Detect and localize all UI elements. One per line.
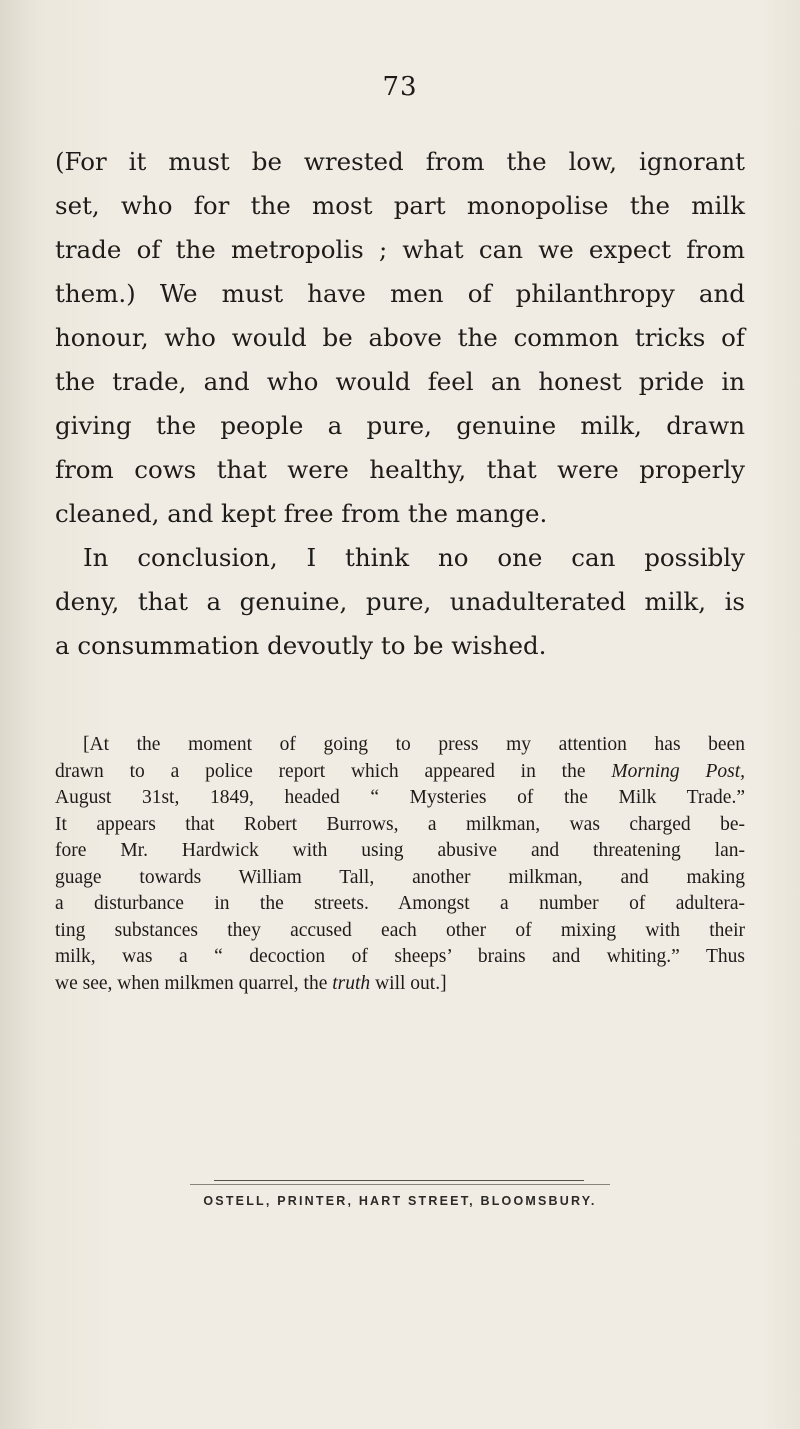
- printer-imprint: OSTELL, PRINTER, HART STREET, BLOOMSBURY.: [203, 1194, 597, 1208]
- main-line: them.) We must have men of philanthropy and: [55, 279, 745, 308]
- note-line: ting substances they accused each other of mixing with their: [55, 919, 745, 941]
- imprint-rule-thin: [190, 1184, 610, 1185]
- main-line: In conclusion, I think no one can possibly: [83, 543, 745, 572]
- main-line: from cows that were healthy, that were properly: [55, 455, 745, 484]
- note-line: [At the moment of going to press my attention has been: [83, 734, 745, 755]
- note-text: will out.]: [375, 972, 447, 994]
- note-line: August 31st, 1849, headed “ Mysteries of the Milk Trade.”: [55, 787, 745, 808]
- note-text: we see, when milkmen quarrel, the: [55, 972, 328, 994]
- emphasis-truth: truth: [332, 972, 371, 994]
- main-line: set, who for the most part monopolise the milk: [55, 191, 745, 220]
- main-paragraphs: [55, 140, 745, 668]
- note-line: a disturbance in the streets. Amongst a number of adultera-: [55, 893, 745, 914]
- note-line: guage towards William Tall, another milkman, and making: [55, 866, 745, 888]
- note-line: milk, was a “ decoction of sheeps’ brains and whiting.” Thus: [55, 946, 745, 967]
- imprint-rule: [214, 1180, 584, 1181]
- note-line: [55, 971, 745, 998]
- note-line: It appears that Robert Burrows, a milkman, was charged be-: [55, 813, 745, 835]
- newspaper-title: Morning Post,: [611, 760, 745, 782]
- page-number: 73: [382, 72, 418, 102]
- note-text: drawn to a police report which appeared in the: [55, 760, 586, 782]
- main-line: deny, that a genuine, pure, unadulterated milk, is: [55, 587, 745, 616]
- main-line: giving the people a pure, genuine milk, drawn: [55, 411, 745, 440]
- main-line: a consummation devoutly to be wished.: [55, 631, 547, 660]
- press-note: [55, 732, 745, 997]
- note-line: [55, 759, 745, 786]
- main-line: trade of the metropolis ; what can we expect from: [55, 235, 745, 264]
- main-line: cleaned, and kept free from the mange.: [55, 499, 548, 528]
- main-line: the trade, and who would feel an honest pride in: [55, 367, 745, 396]
- note-line: fore Mr. Hardwick with using abusive and threatening lan-: [55, 840, 745, 861]
- main-line: honour, who would be above the common tricks of: [55, 323, 745, 352]
- main-line: (For it must be wrested from the low, ignorant: [55, 147, 745, 176]
